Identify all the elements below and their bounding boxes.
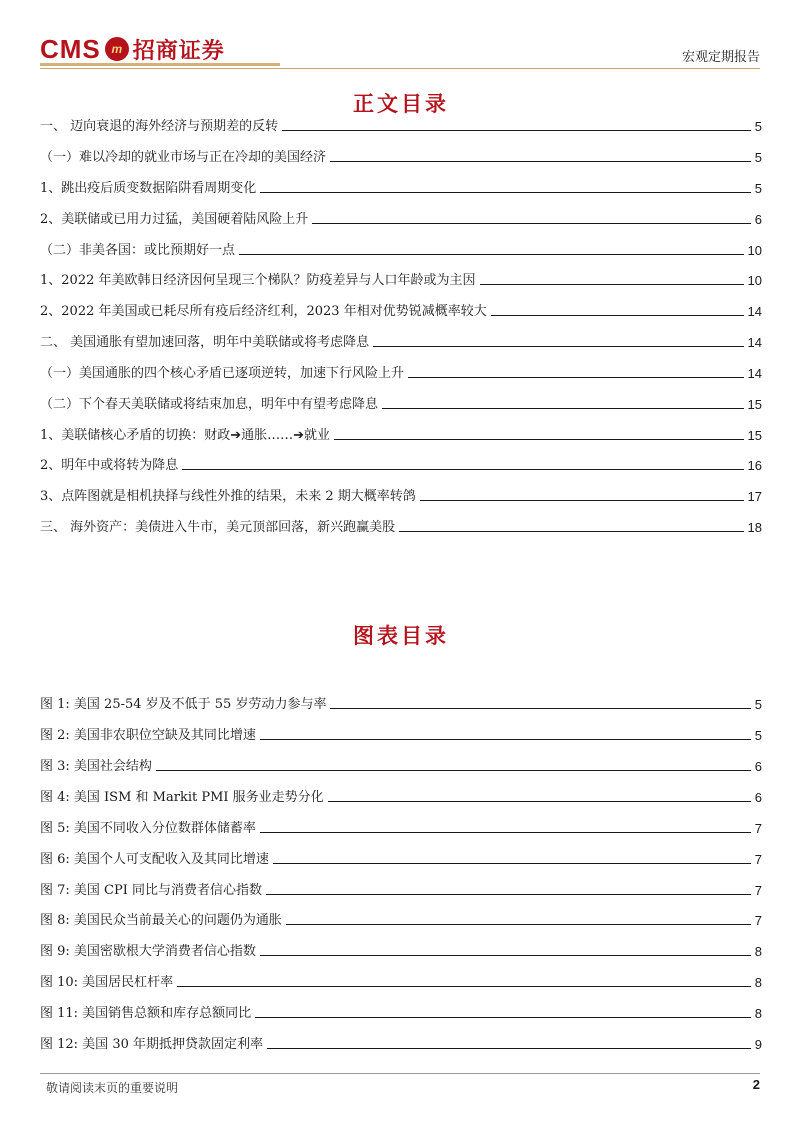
figure-entry-page: 9	[754, 1037, 762, 1052]
toc-entry-page: 5	[754, 181, 762, 196]
toc-entry-text: 2、明年中或将转为降息	[40, 454, 182, 473]
figure-entry-page: 6	[754, 759, 762, 774]
figure-entry[interactable]	[40, 1034, 762, 1052]
page-number: 2	[752, 1077, 760, 1092]
figure-entry-text: 图 5: 美国不同收入分位数群体储蓄率	[40, 817, 260, 836]
toc-entry-text: （一）美国通胀的四个核心矛盾已逐项逆转，加速下行风险上升	[40, 362, 408, 381]
figure-entry[interactable]	[40, 818, 762, 836]
cms-logo	[40, 34, 225, 64]
footer-divider	[40, 1073, 760, 1074]
toc-entry-page: 16	[747, 458, 762, 473]
toc-leader	[330, 708, 750, 709]
toc-leader	[282, 130, 751, 131]
report-type: 宏观定期报告	[681, 50, 760, 65]
figure-entry-text: 图 3: 美国社会结构	[40, 755, 156, 774]
toc-entry-text: 一、 迈向衰退的海外经济与预期差的反转	[40, 115, 282, 134]
toc-leader	[260, 955, 751, 956]
toc-leader	[328, 801, 751, 802]
toc-leader	[330, 161, 751, 162]
figure-entry-text: 图 12: 美国 30 年期抵押贷款固定利率	[40, 1033, 267, 1052]
toc-entry-text: 1、2022 年美欧韩日经济因何呈现三个梯队？防疫差异与人口年龄或为主因	[40, 269, 480, 288]
figure-entry-page: 8	[754, 1006, 762, 1021]
toc-entry-text: 1、美联储核心矛盾的切换：财政➔通胀……➔就业	[40, 424, 334, 443]
toc-entry-page: 18	[747, 520, 762, 535]
toc-entry[interactable]	[40, 301, 762, 319]
toc-entry-page: 14	[747, 366, 762, 381]
toc-leader	[182, 469, 743, 470]
toc-leader	[373, 346, 743, 347]
figure-entry-page: 5	[754, 697, 762, 712]
figure-entry-text: 图 9: 美国密歇根大学消费者信心指数	[40, 940, 260, 959]
figure-entry-text: 图 11: 美国销售总额和库存总额同比	[40, 1002, 255, 1021]
figure-entry-text: 图 10: 美国居民杠杆率	[40, 971, 177, 990]
toc-leader	[177, 986, 751, 987]
toc-entry[interactable]	[40, 178, 762, 196]
toc-entry-text: （二）非美各国：或比预期好一点	[40, 239, 239, 258]
figure-entry-page: 5	[754, 728, 762, 743]
toc-leader	[420, 500, 744, 501]
toc-entry-text: 三、 海外资产：美债进入牛市，美元顶部回落，新兴跑赢美股	[40, 516, 399, 535]
page-header	[40, 28, 760, 68]
toc-leader	[408, 377, 744, 378]
toc-entry-page: 15	[747, 397, 762, 412]
figure-entry[interactable]	[40, 849, 762, 867]
toc-leader	[239, 254, 744, 255]
toc-leader	[480, 284, 744, 285]
figure-entry-text: 图 8: 美国民众当前最关心的问题仍为通胀	[40, 909, 286, 928]
toc-leader	[260, 832, 751, 833]
figure-entry[interactable]	[40, 880, 762, 898]
toc-entry-text: 二、 美国通胀有望加速回落，明年中美联储或将考虑降息	[40, 331, 373, 350]
toc-entry-page: 10	[747, 243, 762, 258]
toc-leader	[267, 1048, 751, 1049]
toc-leader	[312, 223, 750, 224]
figure-entry-page: 7	[754, 883, 762, 898]
toc-entry-page: 5	[754, 119, 762, 134]
figure-entry-text: 图 6: 美国个人可支配收入及其同比增速	[40, 848, 273, 867]
toc-entry-page: 14	[747, 304, 762, 319]
toc-entry-text: 2、2022 年美国或已耗尽所有疫后经济红利，2023 年相对优势锐减概率较大	[40, 300, 491, 319]
toc-entry[interactable]	[40, 486, 762, 504]
logo-emblem-icon: m	[105, 37, 129, 61]
figure-entry[interactable]	[40, 694, 762, 712]
figure-entry[interactable]	[40, 941, 762, 959]
figure-entry-page: 8	[754, 944, 762, 959]
toc-entry[interactable]	[40, 147, 762, 165]
figure-entry-page: 8	[754, 975, 762, 990]
figure-entry[interactable]	[40, 1003, 762, 1021]
toc-leader	[156, 770, 751, 771]
figures-title: 图表目录	[353, 623, 449, 648]
toc-entry-text: 3、点阵图就是相机抉择与线性外推的结果，未来 2 期大概率转鸽	[40, 485, 420, 504]
toc-leader	[399, 531, 743, 532]
figure-entry-page: 7	[754, 821, 762, 836]
figure-entry-text: 图 7: 美国 CPI 同比与消费者信心指数	[40, 879, 266, 898]
toc-entry-page: 6	[754, 212, 762, 227]
toc-entry[interactable]	[40, 240, 762, 258]
toc-leader	[273, 863, 751, 864]
contents-title: 正文目录	[353, 91, 449, 116]
toc-entry-text: （一）难以冷却的就业市场与正在冷却的美国经济	[40, 146, 330, 165]
figure-entry[interactable]	[40, 972, 762, 990]
toc-entry[interactable]	[40, 209, 762, 227]
toc-leader	[491, 315, 744, 316]
toc-entry[interactable]	[40, 116, 762, 134]
toc-leader	[382, 408, 744, 409]
toc-leader	[260, 739, 751, 740]
toc-leader	[334, 439, 743, 440]
toc-entry-page: 17	[747, 489, 762, 504]
toc-leader	[286, 924, 751, 925]
toc-entry[interactable]	[40, 332, 762, 350]
toc-entry-page: 10	[747, 273, 762, 288]
figure-entry[interactable]	[40, 787, 762, 805]
figure-entry[interactable]	[40, 725, 762, 743]
footer-note: 敬请阅读末页的重要说明	[46, 1081, 179, 1095]
figure-entry-text: 图 4: 美国 ISM 和 Markit PMI 服务业走势分化	[40, 786, 328, 805]
logo-underline	[40, 63, 280, 66]
toc-entry-text: 2、美联储或已用力过猛，美国硬着陆风险上升	[40, 208, 312, 227]
figure-entry-page: 7	[754, 913, 762, 928]
toc-entry[interactable]	[40, 517, 762, 535]
toc-entry-page: 5	[754, 150, 762, 165]
figure-entry-text: 图 2: 美国非农职位空缺及其同比增速	[40, 724, 260, 743]
figure-entry-page: 6	[754, 790, 762, 805]
toc-entry[interactable]	[40, 363, 762, 381]
toc-leader	[266, 894, 751, 895]
figure-entry[interactable]	[40, 910, 762, 928]
toc-entry[interactable]	[40, 394, 762, 412]
toc-entry-page: 14	[747, 335, 762, 350]
toc-entry[interactable]	[40, 425, 762, 443]
figure-entry[interactable]	[40, 756, 762, 774]
toc-entry-text: 1、跳出疫后质变数据陷阱看周期变化	[40, 177, 260, 196]
figure-entry-page: 7	[754, 852, 762, 867]
toc-entry[interactable]	[40, 270, 762, 288]
toc-leader	[255, 1017, 751, 1018]
toc-entry-page: 15	[747, 428, 762, 443]
toc-entry[interactable]	[40, 455, 762, 473]
logo-chinese-text: 招商证券	[132, 38, 225, 64]
header-divider	[40, 68, 760, 69]
toc-entry-text: （二）下个春天美联储或将结束加息，明年中有望考虑降息	[40, 393, 382, 412]
toc-leader	[260, 192, 750, 193]
figure-entry-text: 图 1: 美国 25-54 岁及不低于 55 岁劳动力参与率	[40, 693, 330, 712]
logo-latin-text: CMS	[40, 33, 101, 64]
